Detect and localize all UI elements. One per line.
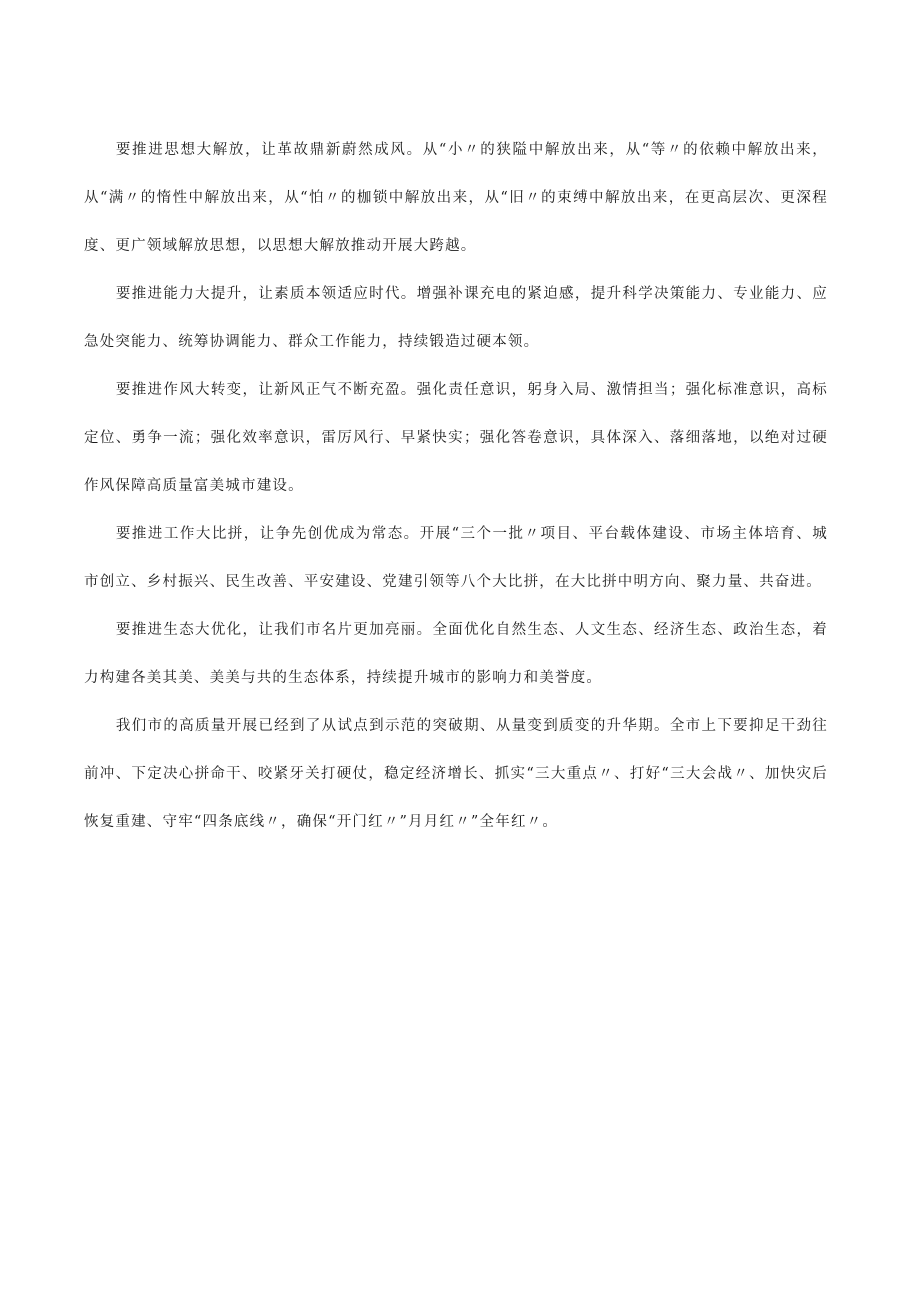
paragraph-thought-liberation: 要推进思想大解放，让革故鼎新蔚然成风。从“小〃的狭隘中解放出来，从“等〃的依赖中解放出来，从“满〃的惰性中解放出来，从“怕〃的枷锁中解放出来，从“旧〃的束缚中解放出来，在更高层次、更深程度、更广领域解放思想，以思想大解放推动开展大跨越。 (84, 142, 828, 254)
paragraph-work-competition: 要推进工作大比拼，让争先创优成为常态。开展“三个一批〃项目、平台载体建设、市场主体培育、城市创立、乡村振兴、民生改善、平安建设、党建引领等八个大比拼，在大比拼中明方向、聚力量、共奋进。 (84, 526, 828, 590)
paragraph-capability-improvement: 要推进能力大提升，让素质本领适应时代。增强补课充电的紧迫感，提升科学决策能力、专业能力、应急处突能力、统筹协调能力、群众工作能力，持续锻造过硬本领。 (84, 286, 828, 350)
paragraph-ecology-optimization: 要推进生态大优化，让我们市名片更加亮丽。全面优化自然生态、人文生态、经济生态、政治生态，着力构建各美其美、美美与共的生态体系，持续提升城市的影响力和美誉度。 (84, 622, 828, 686)
paragraph-high-quality-development: 我们市的高质量开展已经到了从试点到示范的突破期、从量变到质变的升华期。全市上下要抑足干劲往前冲、下定决心拼命干、咬紧牙关打硬仗，稳定经济增长、抓实“三大重点〃、打好“三大会战〃、加快灾后恢复重建、守牢“四条底线〃，确保“开门红〃”月月红〃”全年红〃。 (84, 718, 828, 830)
document-body (84, 126, 828, 846)
paragraph-work-style-change: 要推进作风大转变，让新风正气不断充盈。强化责任意识，躬身入局、激情担当；强化标准意识，高标定位、勇争一流；强化效率意识，雷厉风行、早紧快实；强化答卷意识，具体深入、落细落地，以绝对过硬作风保障高质量富美城市建设。 (84, 382, 828, 494)
